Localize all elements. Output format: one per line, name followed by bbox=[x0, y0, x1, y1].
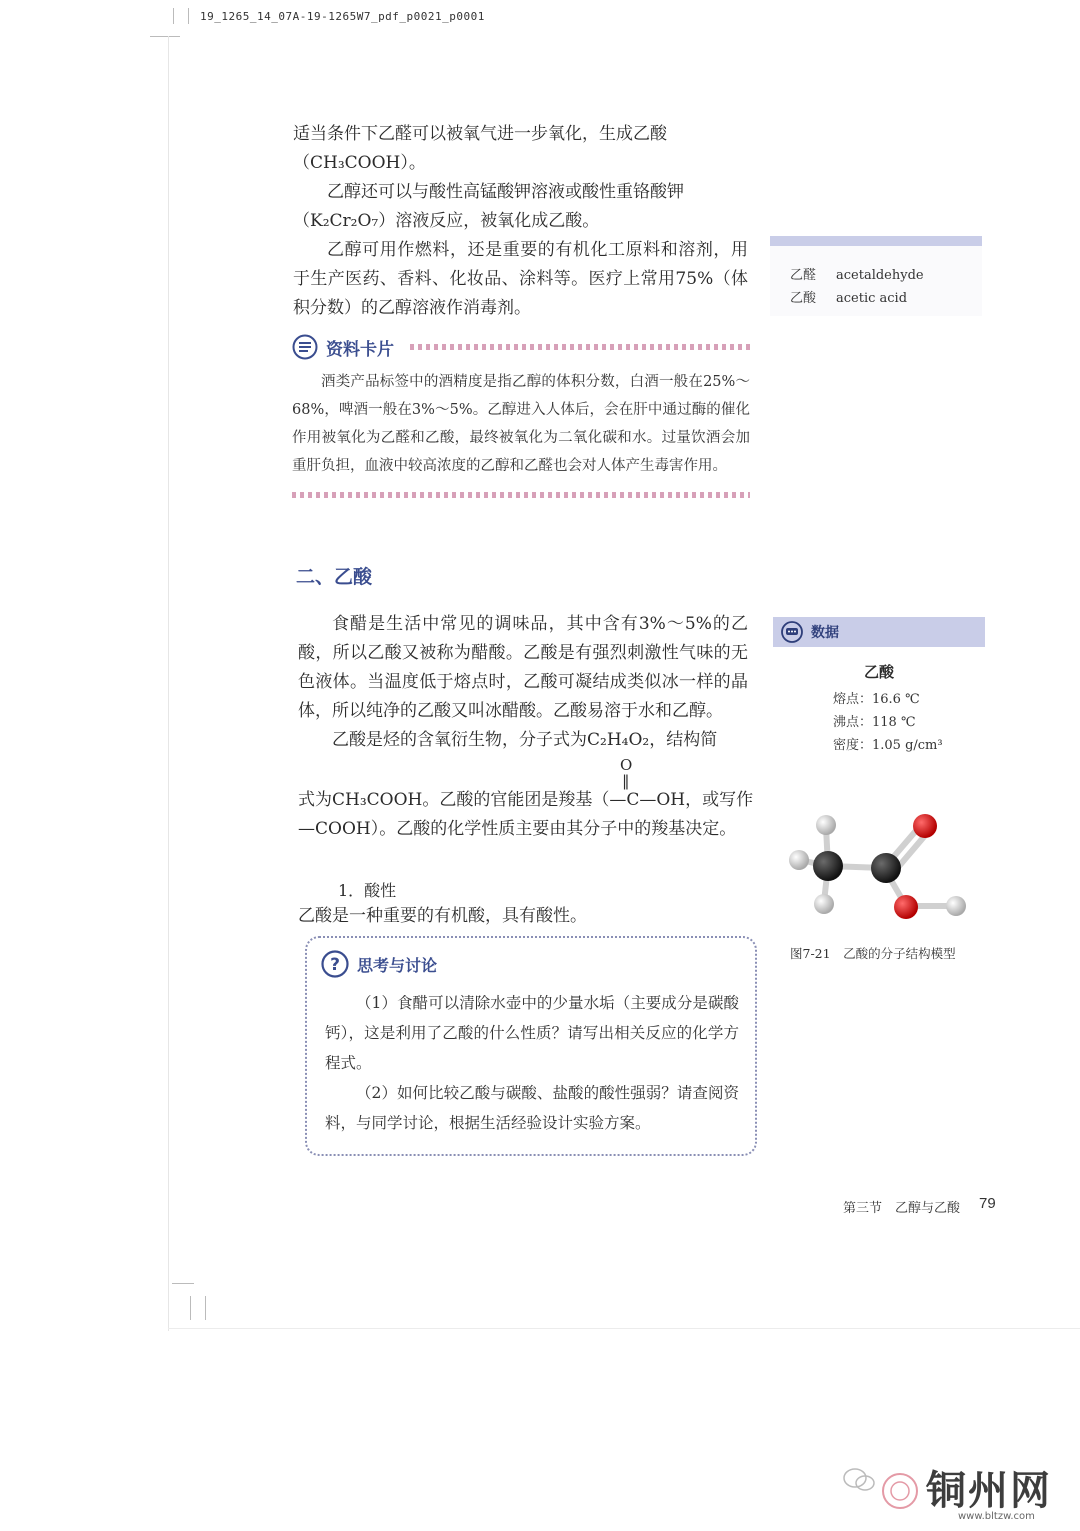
info-card-header bbox=[292, 334, 750, 360]
section-heading: 二、乙酸 bbox=[296, 566, 373, 588]
boiling-point: 沸点：118 ℃ bbox=[833, 715, 916, 730]
data-card bbox=[773, 617, 985, 757]
vocab-zh: 乙酸 bbox=[790, 291, 817, 306]
question-icon bbox=[321, 950, 349, 978]
crop-mark bbox=[188, 8, 189, 24]
oxygen-atom bbox=[894, 895, 918, 919]
info-card-bottom-divider bbox=[292, 492, 750, 498]
paragraph-uses: 乙醇可用作燃料，还是重要的有机化工原料和溶剂，用于生产医药、香料、化妆品、涂料等。医疗上常用75%（体积分数）的乙醇溶液作消毒剂。 bbox=[293, 240, 748, 318]
question-1: （1）食醋可以清除水壶中的少量水垢（主要成分是碳酸钙），这是利用了乙酸的什么性质？请写出相关反应的化学方程式。 bbox=[325, 994, 739, 1072]
paragraph-oxidation-line1: 适当条件下乙醛可以被氧气进一步氧化，生成乙酸 bbox=[293, 124, 667, 144]
watermark-logo-icon bbox=[880, 1471, 920, 1511]
info-card-title: 资料卡片 bbox=[326, 339, 394, 360]
hydrogen-atom bbox=[789, 850, 809, 870]
crop-mark bbox=[150, 36, 180, 37]
density: 密度：1.05 g/cm³ bbox=[833, 738, 943, 753]
info-card-text: 酒类产品标签中的酒精度是指乙醇的体积分数，白酒一般在25%～68%，啤酒一般在3%～5%。乙醇进入人体后，会在肝中通过酶的催化作用被氧化为乙醛和乙酸，最终被氧化为二氧化碳和水。过量饮酒会加重肝负担，血液中较高浓度的乙醇和乙醛也会对人体产生毒害作用。 bbox=[292, 374, 750, 474]
formula-double-bond: ‖ bbox=[622, 772, 630, 790]
page-left-edge bbox=[168, 36, 169, 1331]
scan-file-code: 19_1265_14_07A-19-1265W7_pdf_p0021_p0001 bbox=[200, 10, 485, 23]
data-card-compound: 乙酸 bbox=[863, 663, 894, 681]
vocab-row bbox=[790, 264, 924, 283]
info-card-top-divider bbox=[410, 344, 750, 350]
watermark-text: 铜州网 bbox=[926, 1468, 1052, 1514]
watermark-url: www.bltzw.com bbox=[958, 1511, 1035, 1522]
vocab-en: acetic acid bbox=[836, 291, 908, 306]
carbon-atom bbox=[871, 853, 901, 883]
melting-point: 熔点：16.6 ℃ bbox=[833, 692, 920, 707]
acetic-acid-intro bbox=[298, 610, 748, 755]
chapter-footer: 第三节 乙醇与乙酸 bbox=[843, 1201, 961, 1216]
vocab-en: acetaldehyde bbox=[836, 268, 924, 283]
data-card-title: 数据 bbox=[811, 625, 839, 641]
paragraph-vinegar: 食醋是生活中常见的调味品，其中含有3%～5%的乙酸，所以乙酸又被称为醋酸。乙酸是有强烈刺激性气味的无色液体。当温度低于熔点时，乙酸可凝结成类似冰一样的晶体，所以纯净的乙酸又叫冰醋酸。乙酸易溶于水和乙醇。 bbox=[298, 614, 748, 721]
hydrogen-atom bbox=[814, 894, 834, 914]
think-discuss-title: 思考与讨论 bbox=[357, 955, 438, 975]
page-bottom-edge bbox=[168, 1328, 1080, 1329]
acetic-acid-molecule-model bbox=[780, 800, 980, 940]
data-card-properties bbox=[833, 688, 985, 757]
wechat-icon bbox=[842, 1467, 876, 1493]
intro-paragraphs bbox=[293, 120, 748, 323]
data-card-header bbox=[773, 617, 985, 647]
figure-caption: 图7-21 乙酸的分子结构模型 bbox=[790, 946, 956, 961]
crop-mark bbox=[173, 8, 174, 24]
crop-mark bbox=[190, 1296, 191, 1320]
hydrogen-atom bbox=[946, 896, 966, 916]
subsection-text: 乙酸是一种重要的有机酸，具有酸性。 bbox=[298, 906, 587, 926]
info-card bbox=[292, 334, 750, 498]
carbon-atom bbox=[813, 851, 843, 881]
crop-mark bbox=[172, 1283, 194, 1284]
hydrogen-atom bbox=[816, 815, 836, 835]
svg-text:?: ? bbox=[330, 955, 340, 975]
paragraph-formula-line3: —COOH）。乙酸的化学性质主要由其分子中的羧基决定。 bbox=[298, 819, 737, 839]
paragraph-dichromate-line1: 乙醇还可以与酸性高锰酸钾溶液或酸性重铬酸钾 bbox=[327, 182, 684, 202]
paragraph-formula-line2: 式为CH₃COOH。乙酸的官能团是羧基（—C—OH，或写作 bbox=[298, 790, 754, 810]
speech-bubble-icon bbox=[781, 621, 803, 643]
formula-oxygen: O bbox=[620, 756, 633, 774]
info-card-icon bbox=[292, 334, 318, 360]
think-discuss-header bbox=[321, 950, 437, 978]
oxygen-atom bbox=[913, 814, 937, 838]
vocab-row bbox=[790, 287, 907, 306]
acetic-acid-formula bbox=[298, 786, 753, 844]
think-discuss-questions bbox=[325, 988, 739, 1138]
subsection-heading: 1．酸性 bbox=[338, 881, 397, 900]
paragraph-oxidation-line2: （CH₃COOH）。 bbox=[293, 153, 426, 173]
paragraph-formula-line1: 乙酸是烃的含氧衍生物，分子式为C₂H₄O₂，结构简 bbox=[332, 730, 718, 750]
watermark bbox=[842, 1455, 1072, 1525]
think-discuss-box bbox=[305, 936, 757, 1156]
crop-mark bbox=[205, 1296, 206, 1320]
page-number: 79 bbox=[979, 1195, 996, 1212]
vocab-sidebar-bar bbox=[770, 236, 982, 246]
vocab-sidebar bbox=[770, 236, 982, 316]
question-2: （2）如何比较乙酸与碳酸、盐酸的酸性强弱？请查阅资料，与同学讨论，根据生活经验设计实验方案。 bbox=[325, 1084, 739, 1132]
vocab-zh: 乙醛 bbox=[790, 268, 817, 283]
paragraph-dichromate-line2: （K₂Cr₂O₇）溶液反应，被氧化成乙酸。 bbox=[293, 211, 600, 231]
